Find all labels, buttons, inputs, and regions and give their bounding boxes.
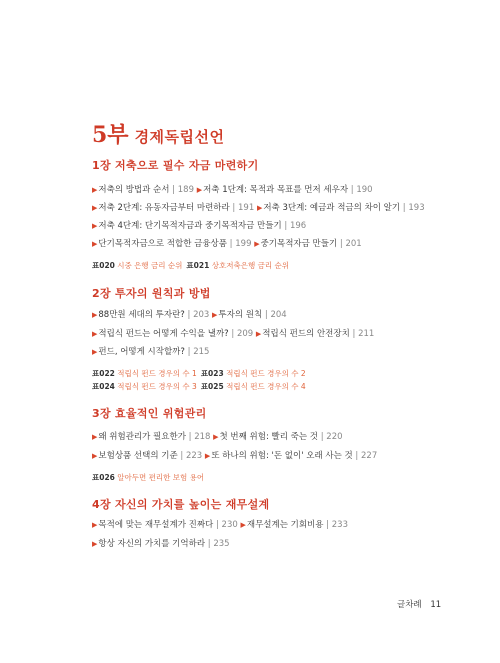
entry-page: 193: [408, 203, 425, 213]
toc-entry[interactable]: [92, 539, 230, 549]
entry-page: 209: [236, 329, 254, 339]
toc-entry[interactable]: [92, 520, 240, 530]
entry-title: 펀드, 어떻게 시작할까?: [98, 347, 185, 357]
toc-entry[interactable]: [92, 239, 254, 249]
table-name: 적립식 펀드 경우의 수 3: [117, 382, 197, 391]
toc-entry[interactable]: [212, 310, 287, 320]
table-code: 표020: [92, 261, 115, 270]
toc-line: [92, 431, 343, 443]
toc-line: [92, 202, 425, 214]
triangle-arrow-icon: ▶: [255, 330, 262, 338]
table-name: 적립식 펀드 경우의 수 1: [117, 369, 197, 378]
triangle-arrow-icon: ▶: [213, 433, 219, 441]
toc-entry[interactable]: [197, 185, 373, 195]
table-code: 표021: [186, 261, 210, 270]
toc-entry[interactable]: [254, 239, 362, 249]
entry-page: 223: [185, 451, 203, 461]
page-separator: |: [348, 185, 357, 195]
triangle-arrow-icon: ▶: [92, 240, 98, 248]
toc-line: [92, 309, 287, 321]
page-separator: |: [226, 239, 236, 249]
page-number: 11: [430, 600, 442, 610]
page-separator: |: [337, 239, 346, 249]
entry-page: 189: [177, 185, 194, 195]
triangle-arrow-icon: ▶: [92, 452, 98, 460]
entry-title: 저축의 방법과 순서: [98, 185, 170, 195]
page-separator: |: [400, 203, 409, 213]
toc-line: [92, 450, 377, 462]
entry-page: 233: [331, 520, 348, 530]
triangle-arrow-icon: ▶: [212, 311, 218, 319]
page-separator: |: [205, 539, 214, 549]
page-separator: |: [228, 329, 237, 339]
part-title: [92, 118, 225, 149]
page-separator: |: [323, 520, 332, 530]
entry-title: 투자의 원칙: [218, 310, 263, 320]
triangle-arrow-icon: ▶: [92, 433, 98, 441]
entry-title: 항상 자신의 가치를 기억하라: [98, 539, 206, 549]
entry-page: 227: [361, 451, 378, 461]
table-name: 시중 은행 금리 순위: [117, 261, 183, 270]
table-ref-line: [92, 472, 208, 484]
toc-line: [92, 184, 373, 196]
entry-page: 191: [238, 203, 255, 213]
chapter-title: 4장 자신의 가치를 높이는 재무설계: [92, 498, 270, 511]
table-code: 표023: [200, 369, 224, 378]
toc-line: [92, 238, 362, 250]
entry-page: 211: [358, 329, 375, 339]
table-code: 표022: [92, 369, 115, 378]
entry-title: 저축 4단계: 단기목적자금과 중기목적자금 만들기: [98, 221, 282, 231]
table-ref-line: [92, 381, 310, 393]
table-code: 표025: [200, 382, 224, 391]
triangle-arrow-icon: ▶: [92, 311, 98, 319]
chapter-title: 2장 투자의 원칙과 방법: [92, 287, 211, 300]
toc-entry[interactable]: [92, 432, 213, 442]
triangle-arrow-icon: ▶: [92, 204, 98, 212]
entry-title: 왜 위험관리가 필요한가: [98, 432, 186, 442]
page-footer: [397, 598, 441, 610]
page-separator: |: [184, 310, 194, 320]
entry-page: 190: [356, 185, 373, 195]
entry-title: 목적에 맞는 재무설계가 진짜다: [98, 520, 214, 530]
page-separator: |: [184, 347, 194, 357]
page-separator: |: [349, 329, 359, 339]
page-separator: |: [352, 451, 361, 461]
toc-line: [92, 538, 230, 550]
table-name: 적립식 펀드 경우의 수 4: [226, 382, 306, 391]
entry-title: 단기목적자금으로 적합한 금융상품: [98, 239, 227, 249]
triangle-arrow-icon: ▶: [240, 521, 246, 529]
entry-title: 중기목적자금 만들기: [260, 239, 338, 249]
toc-entry[interactable]: [92, 329, 256, 339]
triangle-arrow-icon: ▶: [92, 222, 98, 230]
entry-page: 230: [221, 520, 238, 530]
entry-page: 199: [235, 239, 252, 249]
entry-title: 저축 3단계: 예금과 적금의 차이 알기: [263, 203, 401, 213]
part-number: 5부: [92, 122, 129, 148]
triangle-arrow-icon: ▶: [204, 452, 211, 460]
toc-entry[interactable]: [205, 451, 377, 461]
page-separator: |: [169, 185, 178, 195]
entry-title: 또 하나의 위험: '돈 없이' 오래 사는 것: [211, 451, 353, 461]
entry-title: 88만원 세대의 투자란?: [98, 310, 185, 320]
page-separator: |: [281, 221, 290, 231]
table-code: 표026: [92, 473, 115, 482]
chapter-title: 3장 효율적인 위험관리: [92, 407, 207, 420]
toc-entry[interactable]: [92, 185, 197, 195]
toc-line: [92, 220, 306, 232]
toc-line: [92, 346, 209, 358]
entry-page: 196: [289, 221, 307, 231]
entry-page: 204: [270, 310, 287, 320]
table-name: 적립식 펀드 경우의 수 2: [226, 369, 306, 378]
page-separator: |: [213, 520, 222, 530]
part-name: 경제독립선언: [134, 128, 225, 146]
toc-entry[interactable]: [256, 329, 374, 339]
triangle-arrow-icon: ▶: [92, 521, 98, 529]
entry-title: 재무설계는 기회비용: [246, 520, 324, 530]
entry-title: 첫 번째 위험: 빨리 죽는 것: [219, 432, 318, 442]
table-code: 표024: [92, 382, 115, 391]
entry-title: 저축 2단계: 유동자금부터 마련하라: [98, 203, 230, 213]
entry-page: 235: [213, 539, 230, 549]
table-ref-line: [92, 368, 310, 380]
toc-entry[interactable]: [92, 221, 306, 231]
footer-label: 글차례: [397, 600, 422, 610]
entry-title: 적립식 펀드의 안전장치: [262, 329, 350, 339]
entry-page: 220: [326, 432, 343, 442]
toc-entry[interactable]: [92, 203, 257, 213]
triangle-arrow-icon: ▶: [92, 540, 98, 548]
triangle-arrow-icon: ▶: [256, 204, 263, 212]
entry-title: 보험상품 선택의 기준: [98, 451, 178, 461]
toc-entry[interactable]: [92, 310, 212, 320]
chapter-title: 1장 저축으로 필수 자금 마련하기: [92, 159, 259, 172]
page-separator: |: [185, 432, 195, 442]
triangle-arrow-icon: ▶: [92, 186, 98, 194]
entry-title: 적립식 펀드는 어떻게 수익을 낼까?: [98, 329, 229, 339]
table-name: 알아두면 편리한 보험 용어: [117, 473, 205, 482]
entry-page: 201: [345, 239, 362, 249]
page-separator: |: [177, 451, 186, 461]
page-separator: |: [262, 310, 271, 320]
triangle-arrow-icon: ▶: [92, 348, 98, 356]
toc-line: [92, 519, 348, 531]
triangle-arrow-icon: ▶: [196, 186, 203, 194]
triangle-arrow-icon: ▶: [92, 330, 98, 338]
toc-entry[interactable]: [240, 520, 348, 530]
toc-entry[interactable]: [213, 432, 342, 442]
table-ref-line: [92, 260, 293, 272]
toc-entry[interactable]: [92, 347, 209, 357]
toc-line: [92, 328, 374, 340]
entry-page: 203: [193, 310, 210, 320]
page-separator: |: [229, 203, 239, 213]
entry-page: 218: [194, 432, 211, 442]
table-name: 상호저축은행 금리 순위: [211, 261, 289, 270]
toc-entry[interactable]: [92, 451, 205, 461]
toc-entry[interactable]: [257, 203, 425, 213]
page-separator: |: [318, 432, 327, 442]
triangle-arrow-icon: ▶: [254, 240, 260, 248]
entry-page: 215: [193, 347, 210, 357]
entry-title: 저축 1단계: 목적과 목표를 먼저 세우자: [203, 185, 349, 195]
